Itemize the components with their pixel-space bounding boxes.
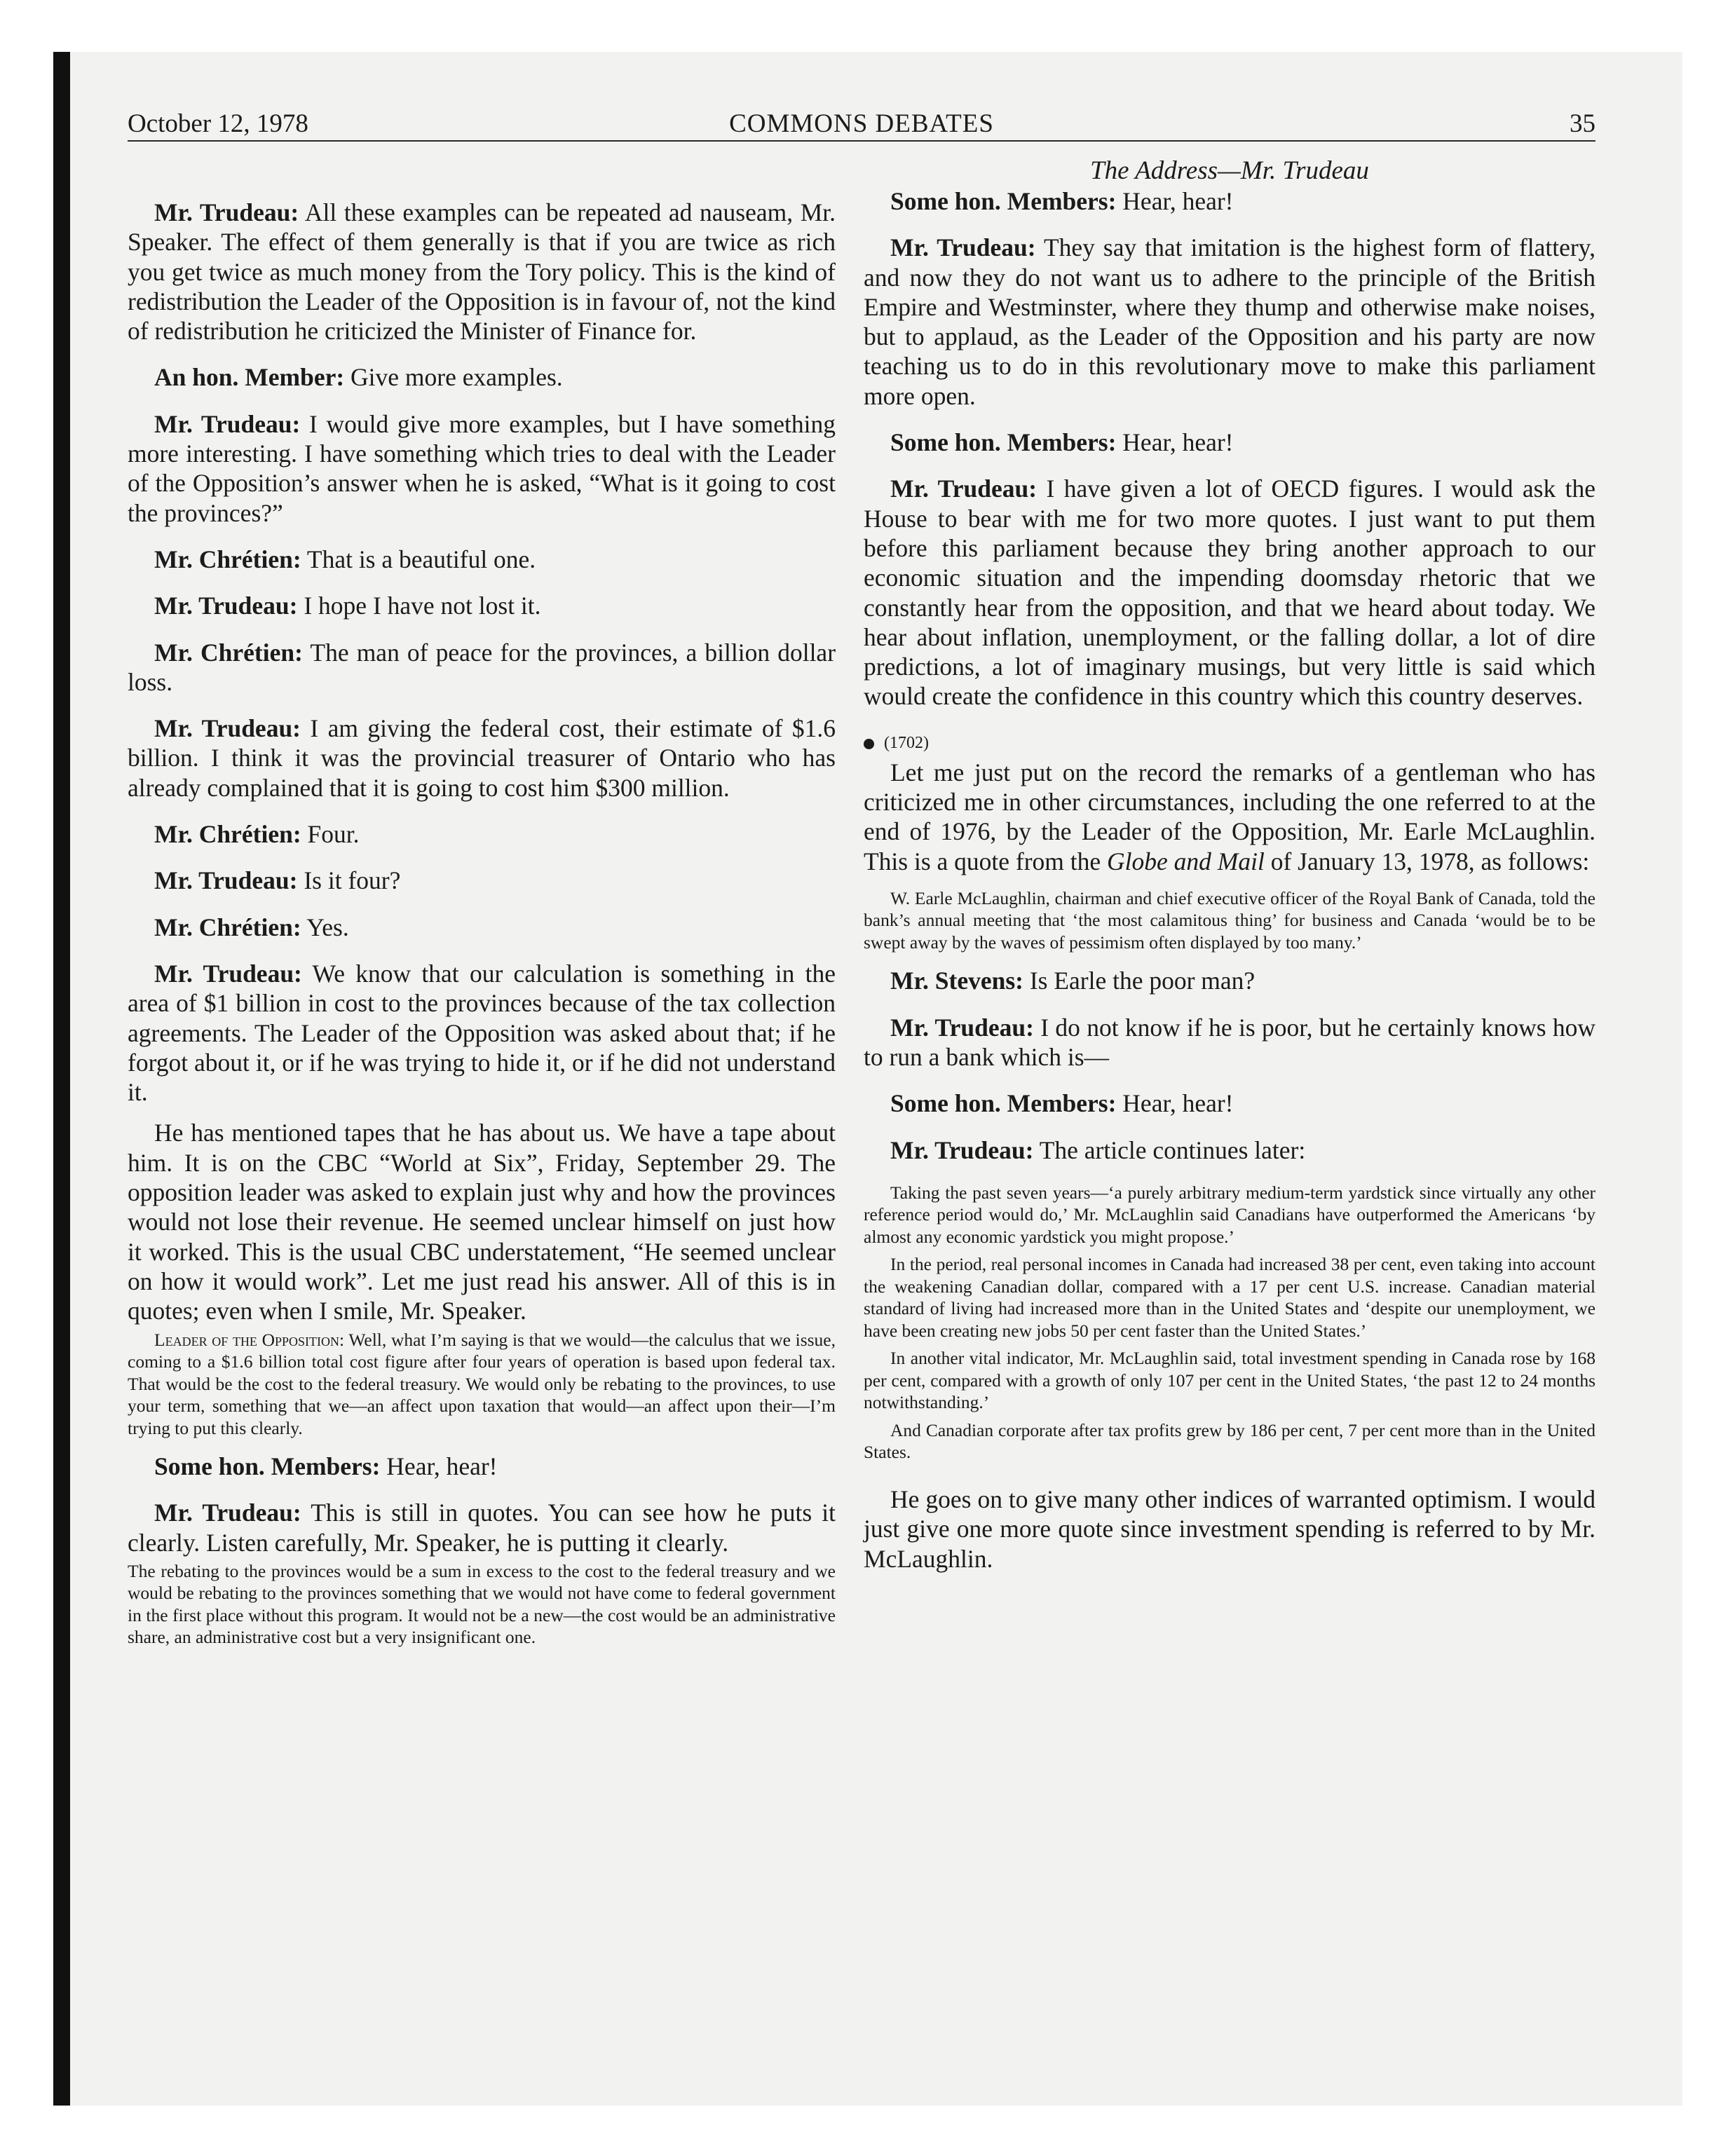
- speaker-name: Some hon. Members:: [890, 187, 1117, 215]
- binding-edge: [53, 52, 70, 2106]
- speaker-name: Mr. Trudeau:: [154, 1499, 301, 1527]
- speech-text: Hear, hear!: [386, 1452, 498, 1480]
- speaker-name: Mr. Trudeau:: [890, 1013, 1034, 1042]
- quoted-transcript: The rebating to the provinces would be a sum in excess to the cost to the federal treasury and we would be rebating to the provinces something that we would not have come to federal government in the first place without this program. It would not be a new—the cost would be an administrative share, an administrative cost but a very insignificant one.: [128, 1560, 836, 1648]
- speech-text: Hear, hear!: [1122, 187, 1234, 215]
- speech-paragraph: [864, 428, 1595, 457]
- speech-text: I hope I have not lost it.: [304, 592, 541, 620]
- speech-text: We know that our calculation is something in the area of $1 billion in cost to the provinces because of the tax collection agreements. The Leader of the Opposition was asked about that; if he forgot about it, or if he was trying to hide it, or if he did not understand it.: [128, 959, 836, 1107]
- speaker-name: Mr. Trudeau:: [890, 233, 1036, 262]
- speaker-name: An hon. Member:: [154, 363, 345, 392]
- speech-paragraph: [128, 545, 836, 574]
- page-header: [128, 108, 1595, 142]
- speaker-name: Mr. Stevens:: [890, 967, 1023, 995]
- quoted-article: W. Earle McLaughlin, chairman and chief executive officer of the Royal Bank of Canada, told the bank’s annual meeting that ‘the most calamitous thing’ for business and Canada ‘would be to be swept away by the waves of pessimism often displayed by too many.’: [864, 887, 1595, 953]
- speech-text: Hear, hear!: [1122, 1089, 1234, 1118]
- quoted-article: In another vital indicator, Mr. McLaughlin said, total investment spending in Canada rose by 168 per cent, compared with a growth of only 107 per cent in the United States, ‘the past 12 to 24 months notwithstanding.’: [864, 1348, 1595, 1413]
- time-marker-text: (1702): [884, 733, 929, 752]
- speech-text: All these examples can be repeated ad nauseam, Mr. Speaker. The effect of them generally is that if you are twice as rich you get twice as much money from the Tory policy. This is the kind of redistribution the Leader of the Opposition is in favour of, not the kind of redistribution he criticized the Minister of Finance for.: [128, 198, 836, 346]
- speech-paragraph: [128, 591, 836, 620]
- speech-paragraph: [128, 638, 836, 697]
- quoted-transcript: [128, 1329, 836, 1440]
- speaker-name: Mr. Chrétien:: [154, 820, 301, 849]
- quoted-article: Taking the past seven years—‘a purely arbitrary medium-term yardstick since virtually any other reference period would do,’ Mr. McLaughlin said Canadians have outperformed the Americans ‘by almost any economic yardstick you might propose.’: [864, 1182, 1595, 1247]
- speaker-name: Mr. Trudeau:: [154, 959, 302, 988]
- speaker-name: Mr. Chrétien:: [154, 545, 301, 573]
- quote-text: Well, what I’m saying is that we would—the calculus that we issue, coming to a $1.6 billion total cost figure after four years of operation is based upon federal tax. That would be the cost to the federal treasury. We would only be rebating to the provinces, to use your term, something that we—an affect upon taxation that would—an affect upon their—I’m trying to put this clearly.: [128, 1329, 836, 1438]
- speaker-name: Mr. Trudeau:: [890, 1135, 1034, 1164]
- speaker-name: Some hon. Members:: [154, 1452, 381, 1480]
- speech-paragraph: [128, 913, 836, 942]
- speaker-name: Mr. Trudeau:: [890, 475, 1037, 503]
- speech-paragraph: [128, 819, 836, 849]
- speech-text: The article continues later:: [1039, 1135, 1306, 1164]
- speech-paragraph: [128, 409, 836, 528]
- speech-paragraph: [864, 186, 1595, 216]
- time-marker: [864, 728, 1595, 758]
- speech-text: Hear, hear!: [1122, 428, 1234, 457]
- speech-paragraph: [128, 1498, 836, 1557]
- speech-paragraph: [864, 758, 1595, 876]
- speech-paragraph: [128, 866, 836, 895]
- speech-paragraph: [128, 362, 836, 392]
- quoted-article: In the period, real personal incomes in Canada had increased 38 per cent, even taking into account the weakening Canadian dollar, compared with a 17 per cent U.S. increase. Canadian material standard of living had increased more than in the United States and ‘despite our unemployment, we have been creating new jobs 50 per cent faster than the United States.’: [864, 1254, 1595, 1341]
- speech-text: Is it four?: [304, 866, 401, 895]
- page-number: 35: [1570, 109, 1595, 138]
- speaker-name: Mr. Chrétien:: [154, 638, 303, 667]
- left-column: [128, 198, 836, 1654]
- speech-text: This is still in quotes. You can see how he puts it clearly. Listen carefully, Mr. Speaker, he is putting it clearly.: [128, 1499, 836, 1557]
- speaker-name: Some hon. Members:: [890, 1089, 1117, 1118]
- header-publication: COMMONS DEBATES: [729, 109, 994, 138]
- speaker-name: Mr. Trudeau:: [154, 198, 299, 226]
- quoted-article: And Canadian corporate after tax profits grew by 186 per cent, 7 per cent more than in the United States.: [864, 1419, 1595, 1463]
- speaker-name: Mr. Chrétien:: [154, 913, 301, 941]
- speech-paragraph: [128, 1452, 836, 1481]
- speaker-name: Some hon. Members:: [890, 428, 1117, 457]
- bullet-icon: [864, 739, 874, 749]
- speech-paragraph: [128, 198, 836, 346]
- speaker-name: Mr. Trudeau:: [154, 592, 298, 620]
- speech-text: I do not know if he is poor, but he certainly knows how to run a bank which is—: [864, 1013, 1595, 1072]
- header-date: October 12, 1978: [128, 109, 308, 138]
- speech-text: The man of peace for the provinces, a billion dollar loss.: [128, 638, 836, 696]
- publication-title: Globe and Mail: [1107, 847, 1265, 875]
- quote-speaker: Leader of the Opposition:: [154, 1329, 345, 1350]
- speaker-name: Mr. Trudeau:: [154, 409, 301, 438]
- speech-paragraph: [864, 1135, 1595, 1165]
- speech-text: of January 13, 1978, as follows:: [1270, 847, 1590, 875]
- continuation-paragraph: He has mentioned tapes that he has about us. We have a tape about him. It is on the CBC “World at Six”, Friday, September 29. The opposition leader was asked to explain just why and how the provinces would not lose their revenue. He seemed unclear himself on just how it worked. This is the usual CBC understatement, “He seemed unclear on how it would work”. Let me just read his answer. All of this is in quotes; even when I smile, Mr. Speaker.: [128, 1119, 836, 1325]
- speech-text: That is a beautiful one.: [306, 545, 536, 573]
- speech-text: I would give more examples, but I have something more interesting. I have something which tries to deal with the Leader of the Opposition’s answer when he is asked, “What is it going to cost the provinces?”: [128, 409, 836, 527]
- speech-text: Yes.: [306, 913, 349, 941]
- speaker-name: Mr. Trudeau:: [154, 866, 298, 895]
- speech-paragraph: [128, 959, 836, 1107]
- speech-text: I am giving the federal cost, their estimate of $1.6 billion. I think it was the provincial treasurer of Ontario who has already complained that it is going to cost him $300 million.: [128, 714, 836, 802]
- speech-paragraph: [128, 714, 836, 803]
- speech-paragraph: [864, 1089, 1595, 1118]
- continuation-paragraph: He goes on to give many other indices of warranted optimism. I would just give one more quote since investment spending is referred to by Mr. McLaughlin.: [864, 1485, 1595, 1573]
- speaker-name: Mr. Trudeau:: [154, 714, 301, 743]
- speech-paragraph: [864, 966, 1595, 995]
- speech-paragraph: [864, 1013, 1595, 1072]
- speech-text: They say that imitation is the highest form of flattery, and now they do not want us to adhere to the principle of the British Empire and Westminster, where they thump and otherwise make noises, but to applaud, as the Leader of the Opposition and his party are now teaching us to do in this revolutionary move to make this parliament more open.: [864, 233, 1595, 410]
- running-head: The Address—Mr. Trudeau: [1090, 156, 1369, 185]
- speech-paragraph: [864, 233, 1595, 411]
- right-column: [864, 186, 1595, 1585]
- speech-text: Let me just put on the record the remarks of a gentleman who has criticized me in other circumstances, including the one referred to at the end of 1976, by the Leader of the Opposition, Mr. Earle McLaughlin. This is a quote from the: [864, 758, 1595, 875]
- speech-text: Give more examples.: [351, 363, 563, 392]
- speech-text: Is Earle the poor man?: [1029, 967, 1256, 995]
- speech-text: I have given a lot of OECD figures. I would ask the House to bear with me for two more quotes. I just want to put them before this parliament because they bring another approach to our economic situation and the impending doomsday rhetoric that we constantly hear from the opposition, and that we heard about today. We hear about inflation, unemployment, or the falling dollar, a lot of dire predictions, a lot of imaginary musings, but very little is said which would create the confidence in this country which this country deserves.: [864, 475, 1595, 711]
- speech-paragraph: [864, 474, 1595, 711]
- speech-text: Four.: [307, 820, 360, 849]
